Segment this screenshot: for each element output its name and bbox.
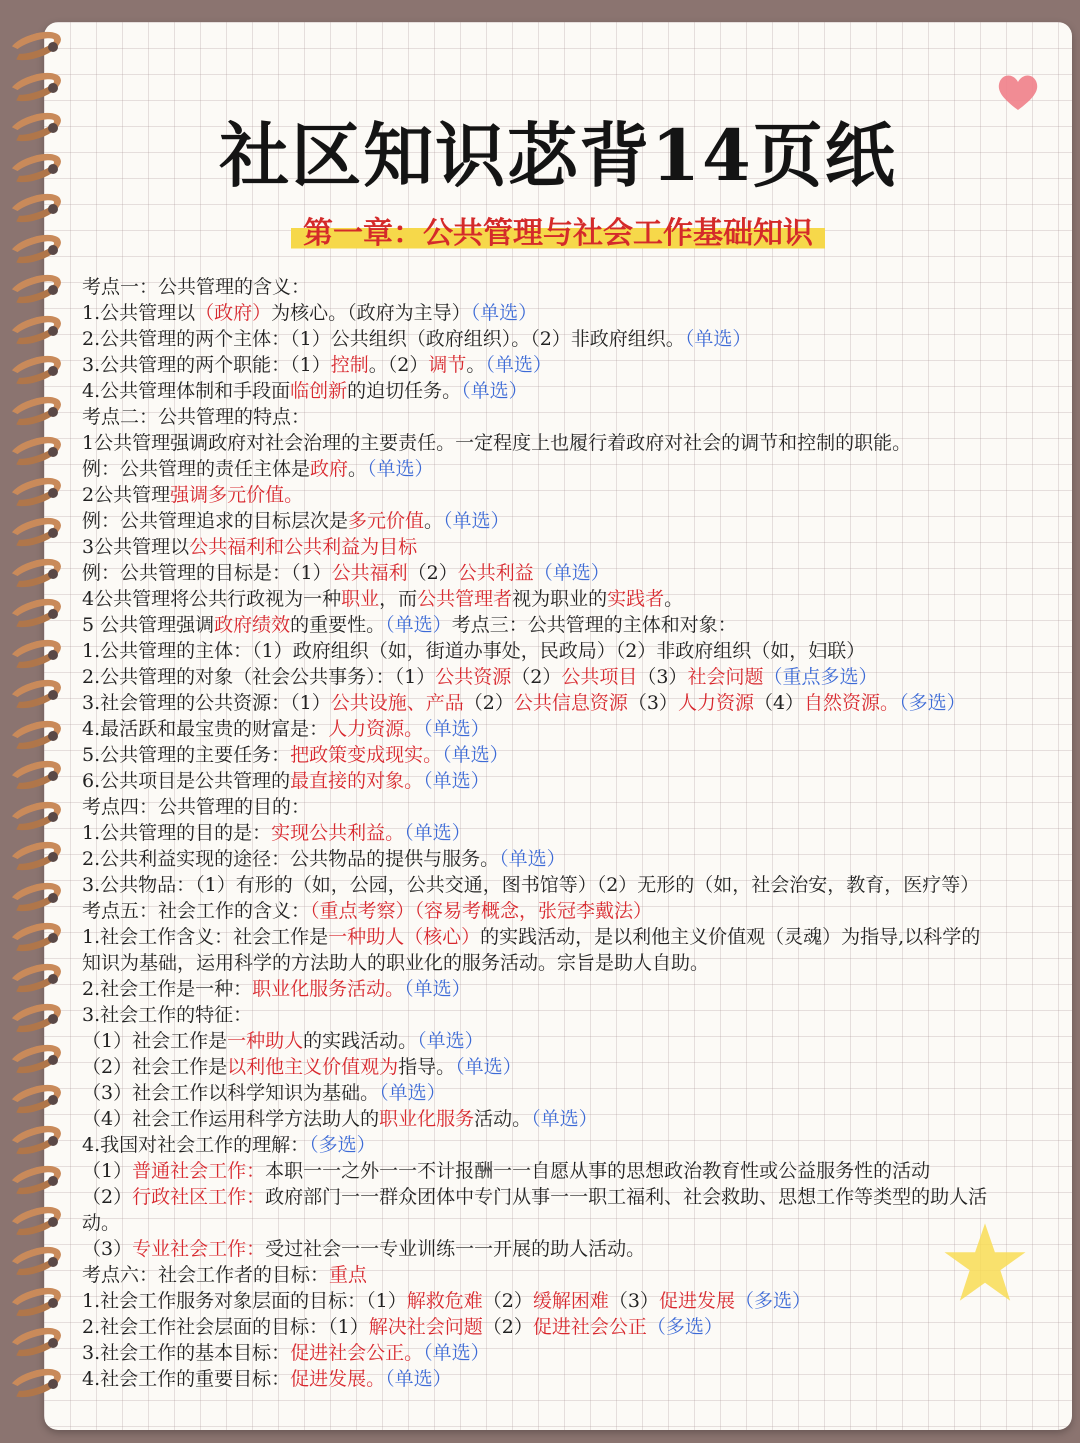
note-text: （1）社会工作是 xyxy=(82,1030,228,1052)
note-text: 2公共管理 xyxy=(82,484,171,506)
note-text: 。 xyxy=(424,510,444,532)
highlight-text: 实践者 xyxy=(607,588,665,610)
note-line xyxy=(82,378,1067,404)
note-line xyxy=(82,638,1067,664)
note-text: 5 公共管理强调 xyxy=(82,614,215,636)
question-type-tag: （单选） xyxy=(379,1082,446,1104)
question-type-tag: （单选） xyxy=(423,718,490,740)
highlight-text: 控制 xyxy=(330,354,369,376)
question-type-tag: （单选） xyxy=(461,380,528,402)
question-type-tag: （单选） xyxy=(443,510,510,532)
question-type-tag: （多选） xyxy=(309,1134,376,1156)
note-text: 的重要性。 xyxy=(290,614,386,636)
highlight-text: 重点 xyxy=(329,1264,368,1286)
note-text: 2.公共利益实现的途径：公共物品的提供与服务。 xyxy=(82,848,500,870)
question-type-tag: （单选） xyxy=(385,1368,452,1390)
note-line xyxy=(82,872,1067,898)
note-text: （4） xyxy=(753,692,805,714)
note-text: 1.公共管理的目的是： xyxy=(82,822,272,844)
note-text: 例：公共管理的责任主体是 xyxy=(82,458,311,480)
note-text: 4.我国对社会工作的理解： xyxy=(82,1134,310,1156)
highlight-text: 实现公共利益。 xyxy=(271,822,405,844)
note-text: （1） xyxy=(82,1160,133,1182)
note-text: 4.公共管理体制和手段面 xyxy=(82,380,291,402)
note-text: 3.公共物品：（1）有形的（如，公园，公共交通，图书馆等）（2）无形的（如，社会治安，教育，医疗等） xyxy=(82,874,980,896)
question-type-tag: （单选） xyxy=(404,822,471,844)
highlight-text: 人力资源。 xyxy=(328,718,424,740)
note-text: （3） xyxy=(608,1290,659,1312)
page-title: 社区知识苾背14页纸 xyxy=(219,114,897,197)
highlight-text: 解决社会问题 xyxy=(368,1316,483,1338)
note-text: 考点三：公共管理的主体和对象： xyxy=(451,614,737,636)
question-type-tag: （单选） xyxy=(533,562,610,584)
note-text: 2.公共管理的对象（社会公共事务）：（1） xyxy=(82,666,436,688)
highlight-text: 临创新 xyxy=(290,380,348,402)
note-text: 2.公共管理的两个主体：（1）公共组织（政府组织）。（2）非政府组织。 xyxy=(82,328,685,350)
note-text: （2） xyxy=(463,692,514,714)
note-text: 1.社会工作服务对象层面的目标：（1） xyxy=(82,1290,407,1312)
highlight-text: 公共福利 xyxy=(331,562,408,584)
highlight-text: 普通社会工作： xyxy=(132,1160,266,1182)
note-text: 受过社会一一专业训练一一开展的助人活动。 xyxy=(265,1238,646,1260)
note-line xyxy=(82,820,1067,846)
note-line xyxy=(82,1366,1067,1392)
note-text: （2） xyxy=(407,562,458,584)
highlight-text: 公共设施、产品 xyxy=(330,692,464,714)
note-line xyxy=(82,1288,1067,1314)
note-text: 政府部门一一群众团体中专门从事一一职工福利、社会救助、思想工作等类型的助人活 xyxy=(265,1186,988,1208)
note-text: 考点六：社会工作者的目标： xyxy=(82,1264,330,1286)
note-line xyxy=(82,846,1067,872)
note-text: 考点四：公共管理的目的： xyxy=(82,796,311,818)
note-line xyxy=(82,560,1067,586)
highlight-text: 以利他主义价值观为 xyxy=(227,1056,399,1078)
note-line xyxy=(82,716,1067,742)
note-line xyxy=(82,690,1067,716)
note-line xyxy=(82,768,1067,794)
highlight-text: 公共利益 xyxy=(457,562,534,584)
question-type-tag: （单选） xyxy=(423,770,490,792)
note-text: 4.最活跃和最宝贵的财富是： xyxy=(82,718,329,740)
question-type-tag: （单选） xyxy=(684,328,752,350)
note-text: 的实践活动，是以利他主义价值观（灵魂）为指导,以科学的 xyxy=(480,926,981,948)
note-text: 3.公共管理的两个职能：（1） xyxy=(82,354,331,376)
note-text: 。 xyxy=(466,354,486,376)
highlight-text: 职业化服务活动。 xyxy=(252,978,405,1000)
note-text: 的实践活动。 xyxy=(303,1030,418,1052)
highlight-text: 公共福利和公共利益为目标 xyxy=(189,536,418,558)
note-text: 考点二：公共管理的特点： xyxy=(82,406,311,428)
highlight-text: 公共项目 xyxy=(561,666,638,688)
note-line xyxy=(82,1080,1067,1106)
note-line xyxy=(82,508,1067,534)
note-text: 知识为基础，运用科学的方法助人的职业化的服务活动。宗旨是助人自助。 xyxy=(82,952,710,974)
note-text: 2.社会工作社会层面的目标：（1） xyxy=(82,1316,369,1338)
note-text: 考点一：公共管理的含义： xyxy=(82,276,311,298)
highlight-text: 强调多元价值。 xyxy=(170,484,304,506)
note-text: 4.社会工作的重要目标： xyxy=(82,1368,291,1390)
note-text: 指导。 xyxy=(398,1056,456,1078)
highlight-text: 把政策变成现实。 xyxy=(290,744,443,766)
question-type-tag: （重点多选） xyxy=(763,666,878,688)
note-line xyxy=(82,924,1067,950)
note-line xyxy=(82,404,1067,430)
note-line xyxy=(82,482,1067,508)
highlight-text: 多元价值 xyxy=(348,510,425,532)
note-text: 。 xyxy=(664,588,684,610)
note-text: 1.社会工作含义：社会工作是 xyxy=(82,926,329,948)
note-line xyxy=(82,612,1067,638)
highlight-text: 专业社会工作： xyxy=(132,1238,266,1260)
note-line xyxy=(82,326,1067,352)
note-text: 例：公共管理的目标是：（1） xyxy=(82,562,332,584)
highlight-text: 行政社区工作： xyxy=(132,1186,266,1208)
highlight-text: （重点考察）（容易考概念，张冠李戴法） xyxy=(310,900,653,922)
note-line xyxy=(82,1158,1067,1184)
question-type-tag: （单选） xyxy=(423,1342,490,1364)
note-text: （2） xyxy=(482,1316,533,1338)
note-text: （3） xyxy=(82,1238,133,1260)
note-line xyxy=(82,1340,1067,1366)
highlight-text: 促进发展。 xyxy=(290,1368,386,1390)
highlight-text: 促进社会公正 xyxy=(532,1316,647,1338)
notebook-page xyxy=(44,22,1072,1430)
note-text: （2） xyxy=(511,666,562,688)
note-line xyxy=(82,1210,1067,1236)
note-text: 3公共管理以 xyxy=(82,536,190,558)
note-line xyxy=(82,430,1067,456)
note-line xyxy=(82,742,1067,768)
highlight-text: 一种助人 xyxy=(227,1030,304,1052)
highlight-text: 人力资源 xyxy=(677,692,754,714)
question-type-tag: （单选） xyxy=(470,302,538,324)
note-line xyxy=(82,352,1067,378)
note-text: 考点五：社会工作的含义： xyxy=(82,900,311,922)
highlight-text: 公共信息资源 xyxy=(513,692,628,714)
note-line xyxy=(82,950,1067,976)
highlight-text: 最直接的对象。 xyxy=(290,770,424,792)
highlight-text: 调节 xyxy=(428,354,467,376)
chapter-heading: 第一章：公共管理与社会工作基础知识 xyxy=(291,208,825,252)
note-line xyxy=(82,976,1067,1002)
note-line xyxy=(82,1028,1067,1054)
note-line xyxy=(82,586,1067,612)
note-line xyxy=(82,1002,1067,1028)
highlight-text: 促进发展 xyxy=(658,1290,735,1312)
note-text: 2.社会工作是一种： xyxy=(82,978,253,1000)
question-type-tag: （多选） xyxy=(734,1290,811,1312)
note-text: 1.公共管理以 xyxy=(82,302,196,324)
note-line xyxy=(82,1106,1067,1132)
note-text: 5.公共管理的主要任务： xyxy=(82,744,291,766)
highlight-text: 公共资源 xyxy=(435,666,512,688)
note-line xyxy=(82,898,1067,924)
highlight-text: 一种助人（核心） xyxy=(328,926,481,948)
note-text: ，而 xyxy=(379,588,418,610)
question-type-tag: （单选） xyxy=(455,1056,522,1078)
note-text: 。（2） xyxy=(368,354,429,376)
note-text: 的迫切任务。 xyxy=(347,380,462,402)
note-text: （2） xyxy=(482,1290,533,1312)
note-text: 例：公共管理追求的目标层次是 xyxy=(82,510,349,532)
note-line xyxy=(82,274,1067,300)
highlight-text: 促进社会公正。 xyxy=(290,1342,424,1364)
note-line xyxy=(82,534,1067,560)
note-text: 为核心。（政府为主导） xyxy=(271,302,471,324)
question-type-tag: （单选） xyxy=(531,1108,598,1130)
highlight-text: 政府绩效 xyxy=(214,614,291,636)
question-type-tag: （单选） xyxy=(404,978,471,1000)
question-type-tag: （单选） xyxy=(385,614,452,636)
note-line xyxy=(82,456,1067,482)
note-text: 视为职业的 xyxy=(512,588,608,610)
star-icon xyxy=(940,1218,1030,1308)
note-text: 动。 xyxy=(82,1212,121,1234)
note-line xyxy=(82,1236,1067,1262)
highlight-text: 缓解困难 xyxy=(532,1290,609,1312)
note-line xyxy=(82,300,1067,326)
note-text: 3.社会工作的基本目标： xyxy=(82,1342,291,1364)
note-text: 3.社会工作的特征： xyxy=(82,1004,253,1026)
note-text: （3） xyxy=(627,692,678,714)
question-type-tag: （单选） xyxy=(417,1030,484,1052)
question-type-tag: （单选） xyxy=(442,744,509,766)
note-text: （4）社会工作运用科学方法助人的 xyxy=(82,1108,380,1130)
note-line xyxy=(82,794,1067,820)
note-text: 1公共管理强调政府对社会治理的主要责任。一定程度上也履行着政府对社会的调节和控制的职能。 xyxy=(82,432,912,454)
note-line xyxy=(82,1314,1067,1340)
highlight-text: 职业 xyxy=(341,588,380,610)
highlight-text: 职业化服务 xyxy=(379,1108,475,1130)
note-text: （3） xyxy=(637,666,688,688)
note-text: 本职一一之外一一不计报酬一一自愿从事的思想政治教育性或公益服务性的活动 xyxy=(265,1160,931,1182)
highlight-text: 公共管理者 xyxy=(417,588,513,610)
note-text: 。 xyxy=(348,458,368,480)
question-type-tag: （多选） xyxy=(899,692,966,714)
question-type-tag: （单选） xyxy=(499,848,566,870)
note-text: 3.社会管理的公共资源：（1） xyxy=(82,692,331,714)
highlight-text: 自然资源。 xyxy=(804,692,900,714)
question-type-tag: （多选） xyxy=(646,1316,723,1338)
note-text: （2）社会工作是 xyxy=(82,1056,228,1078)
note-line xyxy=(82,1262,1067,1288)
note-text: 活动。 xyxy=(474,1108,532,1130)
note-text: （2） xyxy=(82,1186,133,1208)
question-type-tag: （单选） xyxy=(367,458,434,480)
note-line xyxy=(82,1132,1067,1158)
highlight-text: 解救危难 xyxy=(406,1290,483,1312)
note-text: 4公共管理将公共行政视为一种 xyxy=(82,588,342,610)
note-line xyxy=(82,664,1067,690)
note-text: （3）社会工作以科学知识为基础。 xyxy=(82,1082,380,1104)
note-line xyxy=(82,1184,1067,1210)
note-text: 1.公共管理的主体：（1）政府组织（如，街道办事处，民政局）（2）非政府组织（如，妇联） xyxy=(82,640,866,662)
note-text: 6.公共项目是公共管理的 xyxy=(82,770,291,792)
highlight-text: 政府 xyxy=(310,458,349,480)
highlight-text: （政府） xyxy=(195,302,272,324)
highlight-text: 社会问题 xyxy=(687,666,764,688)
notes-content xyxy=(82,274,1067,1392)
question-type-tag: （单选） xyxy=(485,354,552,376)
note-line xyxy=(82,1054,1067,1080)
